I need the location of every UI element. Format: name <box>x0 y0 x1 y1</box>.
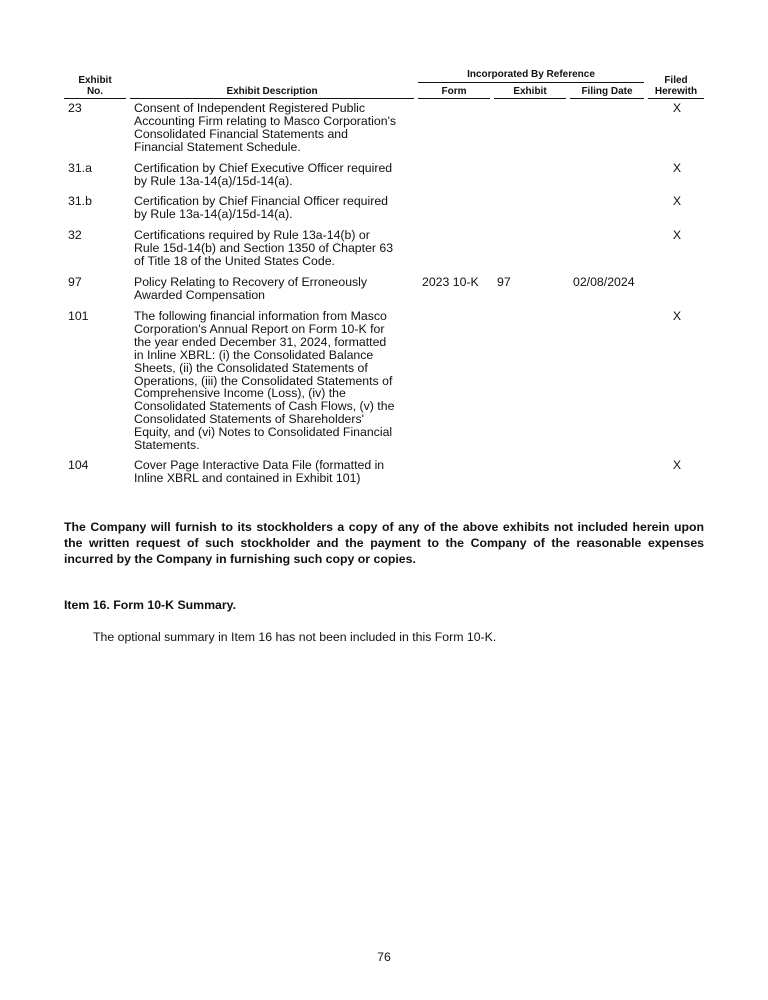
exhibit-number: 31.a <box>68 161 92 175</box>
description-line: Consolidated Financial Statements and <box>134 126 348 141</box>
description-line: Policy Relating to Recovery of Erroneously <box>134 275 368 289</box>
header-rule-filing-date <box>570 98 644 99</box>
description-line: Consent of Independent Registered Public <box>134 101 366 115</box>
description-line: in Inline XBRL: (i) the Consolidated Balance <box>134 347 374 362</box>
incorporated-form: 2023 10-K <box>422 275 479 289</box>
header-rule-form <box>418 98 490 99</box>
exhibit-number: 97 <box>68 275 82 289</box>
filed-herewith-mark: X <box>672 194 682 208</box>
stockholder-notice: The Company will furnish to its stockholders a copy of any of the above exhibits not included herein upon the written request of such stockholder and the payment to the Company of the reasonable expenses incurred by the Company in furnishing such copy or copies. <box>64 520 704 566</box>
description-line: Consolidated Statements of Shareholders' <box>134 412 364 427</box>
description-line: Operations, (iii) the Consolidated Statements of <box>134 373 393 388</box>
description-line: Certification by Chief Executive Officer required <box>134 161 393 175</box>
header-exhibit-no-line2: No. <box>86 86 104 97</box>
filed-herewith-mark: X <box>672 458 682 472</box>
description-line: Equity, and (vi) Notes to Consolidated Financial <box>134 425 393 440</box>
exhibit-description <box>134 162 410 188</box>
header-incorporated-group: Incorporated By Reference <box>467 69 595 80</box>
header-rule-description <box>130 98 414 99</box>
exhibit-description <box>134 195 410 221</box>
description-line: Rule 15d-14(b) and Section 1350 of Chapter 63 <box>134 240 394 255</box>
description-line: Inline XBRL and contained in Exhibit 101) <box>134 470 361 485</box>
description-line: Consolidated Statements of Cash Flows, (v) the <box>134 399 395 414</box>
description-line: Sheets, (ii) the Consolidated Statements of <box>134 360 368 375</box>
header-filed-line2: Herewith <box>654 86 698 97</box>
header-rule-exhibit <box>494 98 566 99</box>
description-line: Certification by Chief Financial Officer required <box>134 194 389 208</box>
filed-herewith-mark: X <box>672 228 682 242</box>
header-filed-herewith <box>648 75 704 97</box>
header-exhibit-no-line1: Exhibit <box>78 75 112 86</box>
incorporated-filing-date: 02/08/2024 <box>573 275 635 289</box>
header-filing-date: Filing Date <box>581 86 633 97</box>
description-line: Statements. <box>134 438 200 453</box>
header-description: Exhibit Description <box>226 86 318 97</box>
exhibit-number: 23 <box>68 101 82 115</box>
item16-title: Item 16. Form 10-K Summary. <box>64 598 236 612</box>
header-rule-incorporated <box>418 82 644 83</box>
description-line: by Rule 13a-14(a)/15d-14(a). <box>134 173 293 188</box>
description-line: Cover Page Interactive Data File (formatted in <box>134 458 385 472</box>
exhibit-number: 32 <box>68 228 82 242</box>
filed-herewith-mark: X <box>672 161 682 175</box>
exhibit-description <box>134 276 410 302</box>
description-line: of Title 18 of the United States Code. <box>134 253 335 268</box>
description-line: The following financial information from Masco <box>134 309 387 323</box>
description-line: Financial Statement Schedule. <box>134 139 301 154</box>
header-form: Form <box>441 86 467 97</box>
incorporated-exhibit: 97 <box>497 275 511 289</box>
page-number: 76 <box>377 950 391 964</box>
description-line: Awarded Compensation <box>134 287 266 302</box>
exhibit-description <box>134 102 410 154</box>
exhibit-description <box>134 229 410 268</box>
filed-herewith-mark: X <box>672 101 682 115</box>
header-exhibit-no <box>64 75 126 97</box>
header-rule-filed <box>648 98 704 99</box>
header-filed-line1: Filed <box>664 75 688 86</box>
filed-herewith-mark: X <box>672 309 682 323</box>
description-line: Corporation's Annual Report on Form 10-K for <box>134 321 385 336</box>
exhibit-number: 104 <box>68 458 89 472</box>
exhibit-number: 101 <box>68 309 89 323</box>
description-line: Accounting Firm relating to Masco Corporation's <box>134 113 397 128</box>
item16-body: The optional summary in Item 16 has not been included in this Form 10-K. <box>93 630 497 644</box>
exhibit-description <box>134 310 410 452</box>
header-exhibit: Exhibit <box>513 86 547 97</box>
description-line: Certifications required by Rule 13a-14(b) or <box>134 228 370 242</box>
exhibit-number: 31.b <box>68 194 92 208</box>
exhibit-description <box>134 459 410 485</box>
header-rule-no <box>64 98 126 99</box>
description-line: by Rule 13a-14(a)/15d-14(a). <box>134 206 293 221</box>
description-line: the year ended December 31, 2024, formatted <box>134 334 387 349</box>
description-line: Comprehensive Income (Loss), (iv) the <box>134 386 346 401</box>
